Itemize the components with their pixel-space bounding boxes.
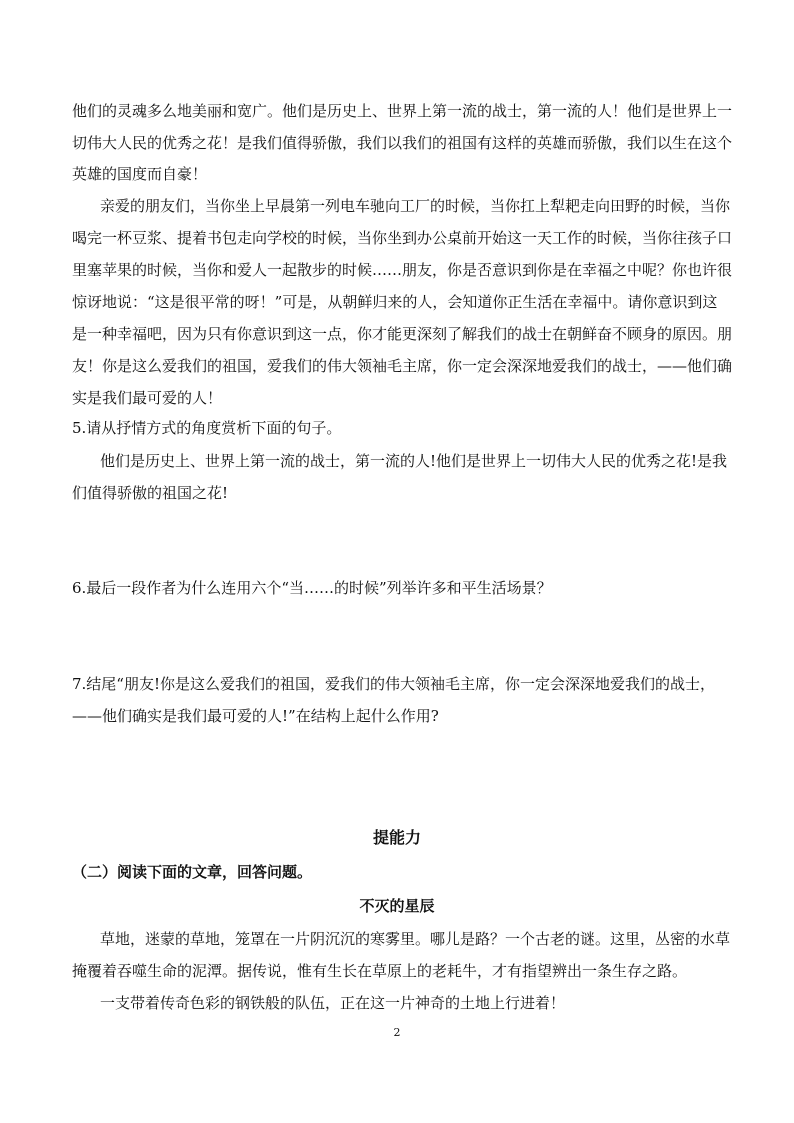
- question-5: 5.请从抒情方式的角度赏析下面的句子。: [72, 419, 342, 437]
- question-7-continued: ——他们确实是我们最可爱的人!”在结构上起什么作用?: [72, 707, 439, 725]
- paragraph-line: 草地，迷蒙的草地，笼罩在一片阴沉沉的寒雾里。哪儿是路？一个古老的谜。这里，丛密的水草: [100, 930, 731, 948]
- paragraph-line: 掩覆着吞噬生命的泥潭。据传说，惟有生长在草原上的老耗牛，才有指望辨出一条生存之路。: [72, 962, 688, 980]
- page-number: 2: [393, 1026, 401, 1039]
- paragraph-line: 里塞苹果的时候，当你和爱人一起散步的时候……朋友，你是否意识到你是在幸福之中呢？你也许很: [72, 261, 733, 279]
- paragraph-line: 他们的灵魂多么地美丽和宽广。他们是历史上、世界上第一流的战士，第一流的人！他们是世界上一: [72, 102, 733, 120]
- question-7: 7.结尾“朋友!你是这么爱我们的祖国，爱我们的伟大领袖毛主席，你一定会深深地爱我们的战士，: [72, 675, 716, 693]
- quoted-sentence-line: 们值得骄傲的祖国之花!: [72, 484, 229, 502]
- quoted-sentence-line: 他们是历史上、世界上第一流的战士，第一流的人!他们是世界上一切伟大人民的优秀之花!是我: [100, 452, 728, 470]
- paragraph-line: 英雄的国度而自豪！: [72, 165, 208, 183]
- paragraph-line: 亲爱的朋友们，当你坐上早晨第一列电车驰向工厂的时候，当你扛上犁耙走向田野的时候，当你: [100, 197, 731, 215]
- paragraph-line: 一支带着传奇色彩的钢铁般的队伍，正在这一片神奇的土地上行进着！: [100, 994, 566, 1012]
- paragraph-line: 实是我们最可爱的人！: [72, 389, 223, 407]
- question-6: 6.最后一段作者为什么连用六个“当……的时候”列举许多和平生活场景？: [72, 579, 552, 597]
- reading-instruction: （二）阅读下面的文章，回答问题。: [72, 863, 313, 881]
- paragraph-line: 是一种幸福吧，因为只有你意识到这一点，你才能更深刻了解我们的战士在朝鲜奋不顾身的原因。朋: [72, 325, 733, 343]
- paragraph-line: 切伟大人民的优秀之花！是我们值得骄傲，我们以我们的祖国有这样的英雄而骄傲，我们以生在这个: [72, 134, 733, 152]
- paragraph-line: 惊讶地说：“这是很平常的呀！”可是，从朝鲜归来的人，会知道你正生活在幸福中。请你意识到这: [72, 293, 718, 311]
- paragraph-line: 喝完一杯豆浆、提着书包走向学校的时候，当你坐到办公桌前开始这一天工作的时候，当你往孩子口: [72, 229, 733, 247]
- article-title: 不灭的星辰: [359, 897, 435, 915]
- paragraph-line: 友！你是这么爱我们的祖国，爱我们的伟大领袖毛主席，你一定会深深地爱我们的战士，——他们确: [72, 357, 733, 375]
- section-heading: 提能力: [372, 828, 421, 847]
